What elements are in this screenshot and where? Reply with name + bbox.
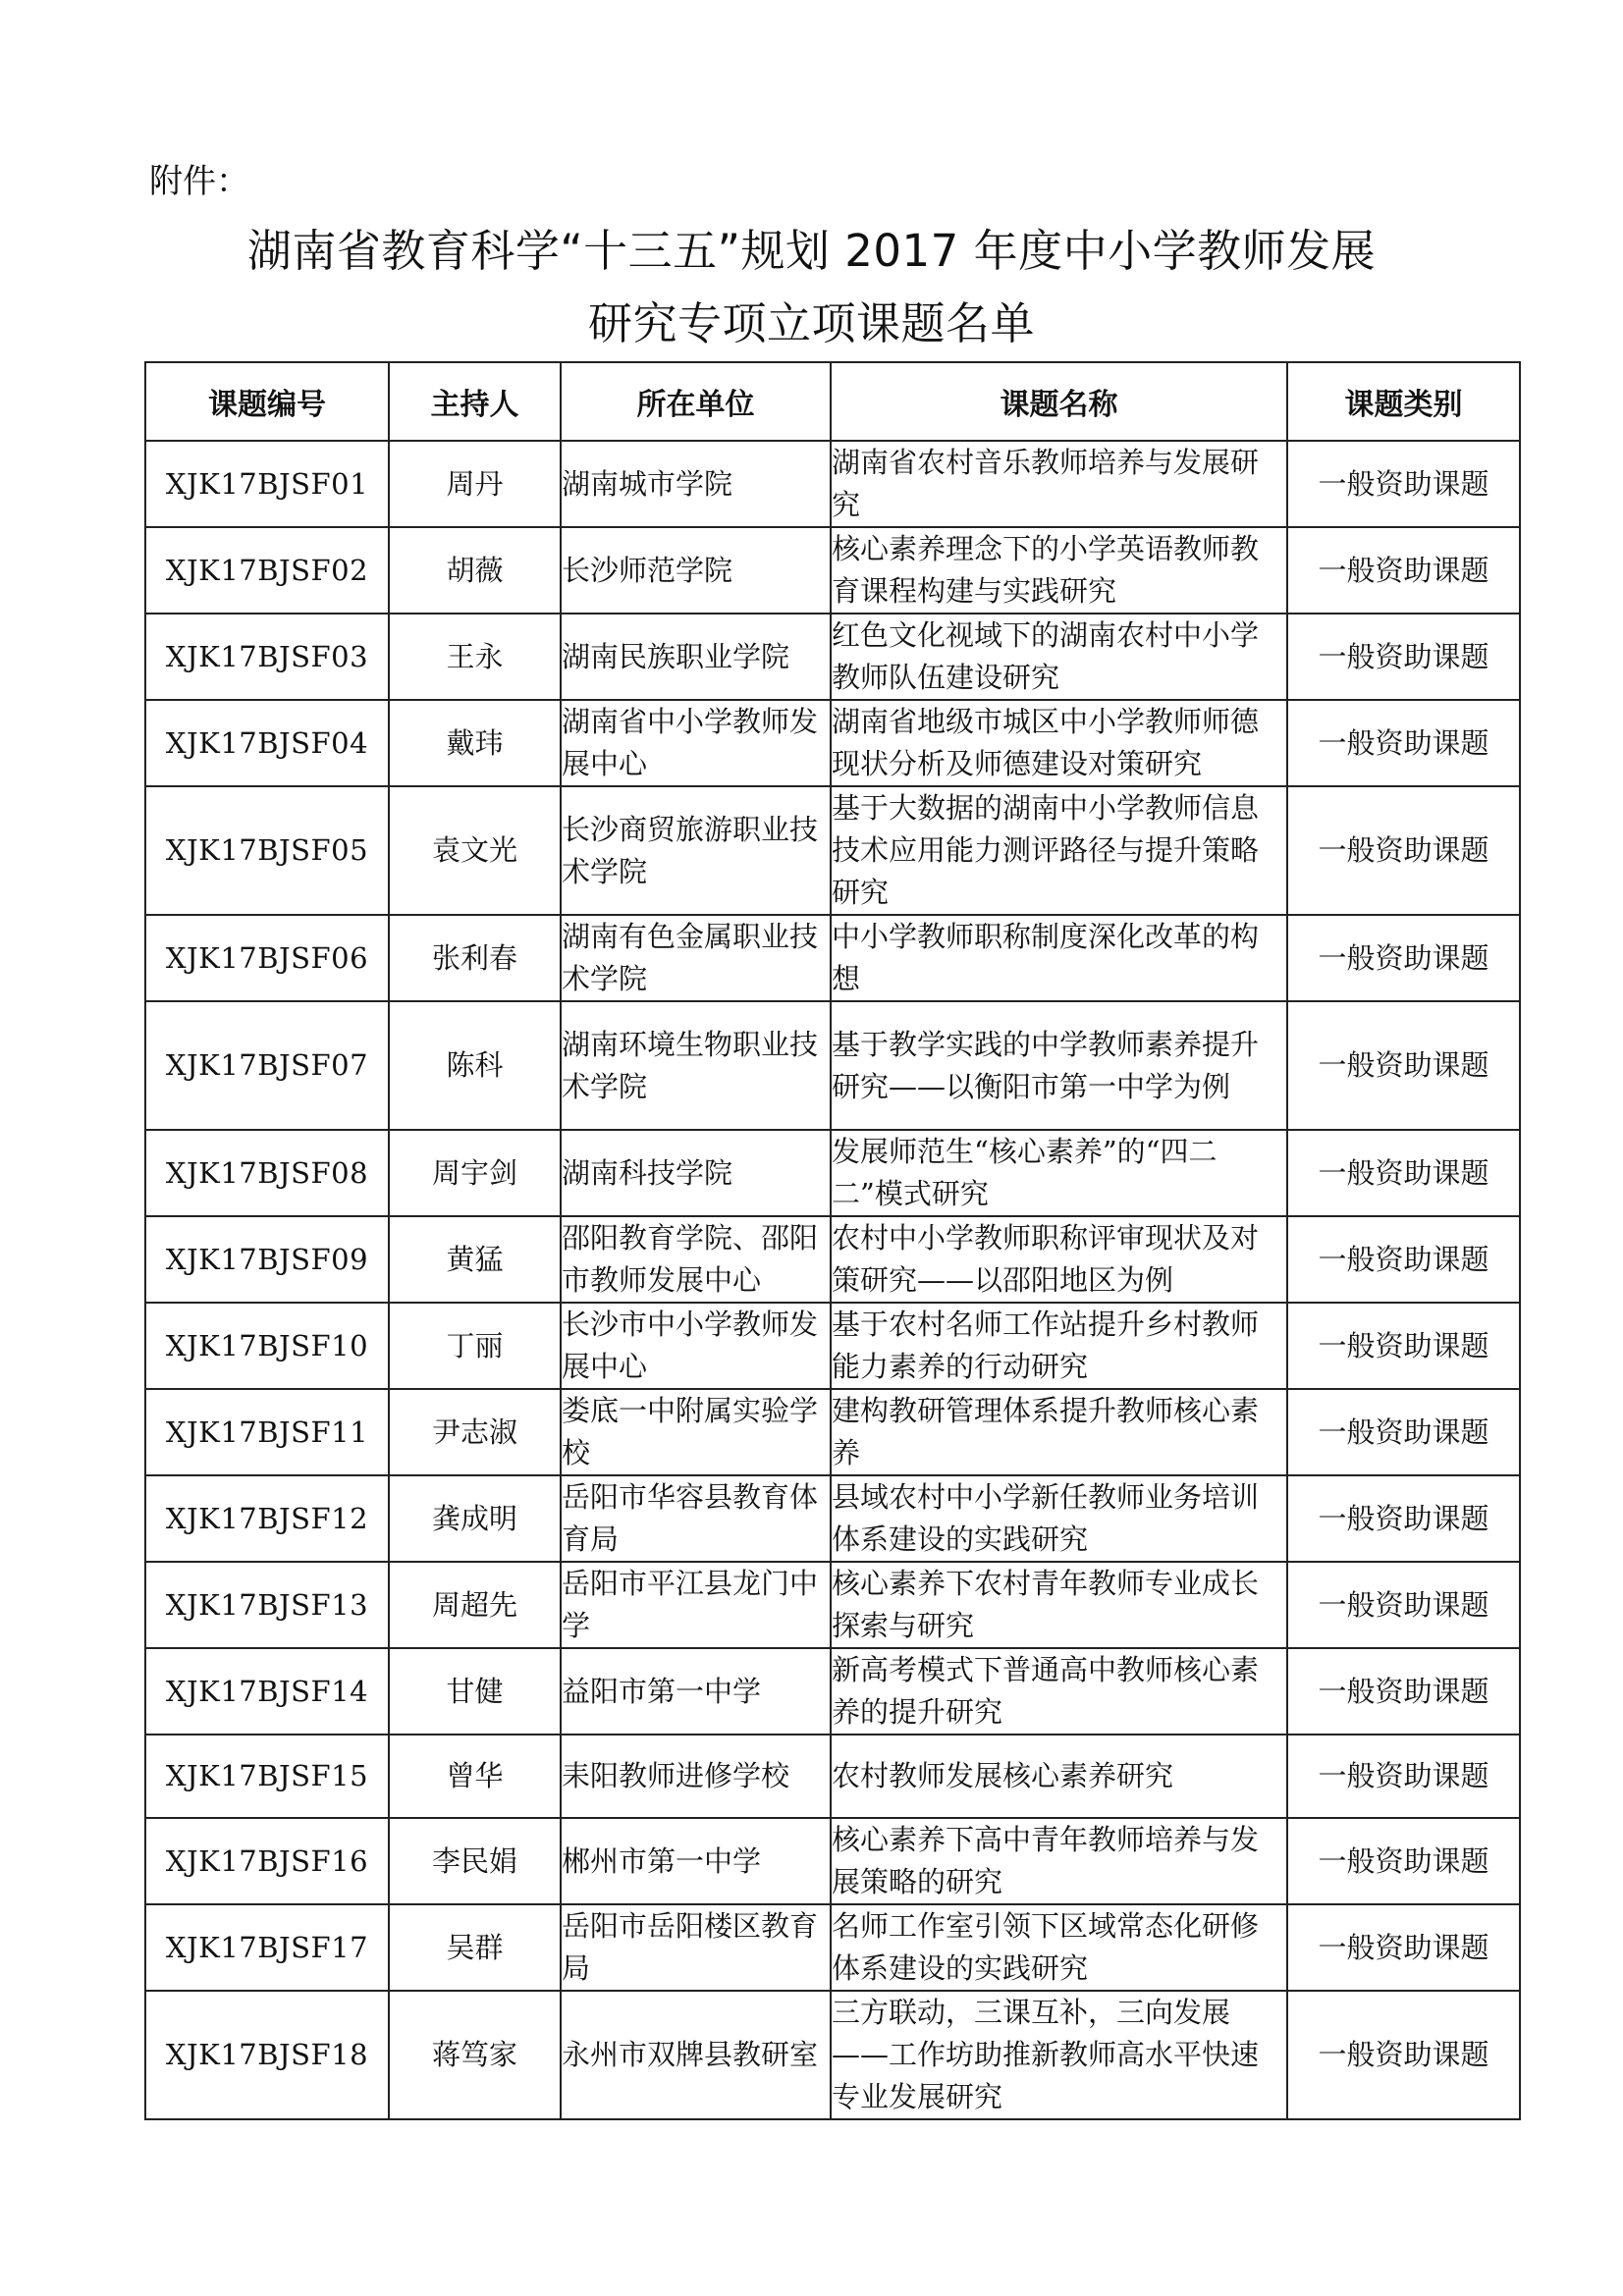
unit-cell: 湖南有色金属职业技术学院 [561, 915, 831, 1001]
topic-cell: 县域农村中小学新任教师业务培训体系建设的实践研究 [831, 1475, 1287, 1562]
host-cell: 周超先 [389, 1562, 561, 1648]
unit-cell: 岳阳市平江县龙门中学 [561, 1562, 831, 1648]
table-header-row [145, 362, 1520, 441]
topic-cell: 湖南省地级市城区中小学教师师德现状分析及师德建设对策研究 [831, 700, 1287, 786]
category-cell: 一般资助课题 [1287, 915, 1520, 1001]
topic-cell: 名师工作室引领下区域常态化研修体系建设的实践研究 [831, 1904, 1287, 1991]
project-code-cell: XJK17BJSF11 [145, 1389, 389, 1475]
table-row [145, 1389, 1520, 1475]
topic-cell: 基于农村名师工作站提升乡村教师能力素养的行动研究 [831, 1303, 1287, 1389]
topic-cell: 发展师范生“核心素养”的“四二二”模式研究 [831, 1130, 1287, 1216]
project-code-cell: XJK17BJSF16 [145, 1818, 389, 1904]
category-cell: 一般资助课题 [1287, 1216, 1520, 1303]
host-cell: 丁丽 [389, 1303, 561, 1389]
project-code-cell: XJK17BJSF07 [145, 1001, 389, 1130]
project-code-cell: XJK17BJSF17 [145, 1904, 389, 1991]
host-cell: 甘健 [389, 1648, 561, 1735]
table-row [145, 1818, 1520, 1904]
project-code-cell: XJK17BJSF18 [145, 1991, 389, 2119]
host-cell: 王永 [389, 614, 561, 700]
header-host: 主持人 [389, 362, 561, 441]
topic-cell: 中小学教师职称制度深化改革的构想 [831, 915, 1287, 1001]
unit-cell: 岳阳市华容县教育体育局 [561, 1475, 831, 1562]
project-code-cell: XJK17BJSF05 [145, 786, 389, 915]
table-row [145, 1303, 1520, 1389]
host-cell: 张利春 [389, 915, 561, 1001]
host-cell: 陈科 [389, 1001, 561, 1130]
unit-cell: 长沙商贸旅游职业技术学院 [561, 786, 831, 915]
category-cell: 一般资助课题 [1287, 1389, 1520, 1475]
unit-cell: 邵阳教育学院、邵阳市教师发展中心 [561, 1216, 831, 1303]
category-cell: 一般资助课题 [1287, 1475, 1520, 1562]
project-code-cell: XJK17BJSF10 [145, 1303, 389, 1389]
table-row [145, 1130, 1520, 1216]
project-code-cell: XJK17BJSF13 [145, 1562, 389, 1648]
table-row [145, 1735, 1520, 1818]
topic-cell: 农村教师发展核心素养研究 [831, 1735, 1287, 1818]
unit-cell: 郴州市第一中学 [561, 1818, 831, 1904]
unit-cell: 益阳市第一中学 [561, 1648, 831, 1735]
host-cell: 袁文光 [389, 786, 561, 915]
unit-cell: 长沙市中小学教师发展中心 [561, 1303, 831, 1389]
unit-cell: 湖南省中小学教师发展中心 [561, 700, 831, 786]
host-cell: 尹志淑 [389, 1389, 561, 1475]
host-cell: 周宇剑 [389, 1130, 561, 1216]
table-row [145, 1216, 1520, 1303]
host-cell: 龚成明 [389, 1475, 561, 1562]
unit-cell: 湖南民族职业学院 [561, 614, 831, 700]
category-cell: 一般资助课题 [1287, 1001, 1520, 1130]
host-cell: 蒋笃家 [389, 1991, 561, 2119]
host-cell: 戴玮 [389, 700, 561, 786]
document-title-line-2: 研究专项立项课题名单 [587, 297, 1035, 349]
header-topic: 课题名称 [831, 362, 1287, 441]
topic-cell: 农村中小学教师职称评审现状及对策研究——以邵阳地区为例 [831, 1216, 1287, 1303]
attachment-label: 附件： [149, 162, 249, 201]
topic-cell: 基于教学实践的中学教师素养提升研究——以衡阳市第一中学为例 [831, 1001, 1287, 1130]
host-cell: 黄猛 [389, 1216, 561, 1303]
unit-cell: 娄底一中附属实验学校 [561, 1389, 831, 1475]
category-cell: 一般资助课题 [1287, 786, 1520, 915]
project-code-cell: XJK17BJSF12 [145, 1475, 389, 1562]
unit-cell: 岳阳市岳阳楼区教育局 [561, 1904, 831, 1991]
table-row [145, 1991, 1520, 2119]
topic-cell: 湖南省农村音乐教师培养与发展研究 [831, 441, 1287, 527]
topic-cell: 新高考模式下普通高中教师核心素养的提升研究 [831, 1648, 1287, 1735]
table-row [145, 1001, 1520, 1130]
project-list-table [144, 361, 1521, 2120]
topic-cell: 红色文化视域下的湖南农村中小学教师队伍建设研究 [831, 614, 1287, 700]
project-code-cell: XJK17BJSF14 [145, 1648, 389, 1735]
category-cell: 一般资助课题 [1287, 1562, 1520, 1648]
project-code-cell: XJK17BJSF06 [145, 915, 389, 1001]
project-code-cell: XJK17BJSF03 [145, 614, 389, 700]
project-code-cell: XJK17BJSF01 [145, 441, 389, 527]
table-row [145, 1475, 1520, 1562]
category-cell: 一般资助课题 [1287, 1648, 1520, 1735]
unit-cell: 永州市双牌县教研室 [561, 1991, 831, 2119]
host-cell: 曾华 [389, 1735, 561, 1818]
table-row [145, 441, 1520, 527]
host-cell: 周丹 [389, 441, 561, 527]
project-code-cell: XJK17BJSF04 [145, 700, 389, 786]
unit-cell: 湖南城市学院 [561, 441, 831, 527]
project-code-cell: XJK17BJSF08 [145, 1130, 389, 1216]
table-row [145, 614, 1520, 700]
table-row [145, 527, 1520, 614]
project-code-cell: XJK17BJSF15 [145, 1735, 389, 1818]
category-cell: 一般资助课题 [1287, 614, 1520, 700]
table-row [145, 1562, 1520, 1648]
category-cell: 一般资助课题 [1287, 1991, 1520, 2119]
project-code-cell: XJK17BJSF02 [145, 527, 389, 614]
unit-cell: 耒阳教师进修学校 [561, 1735, 831, 1818]
category-cell: 一般资助课题 [1287, 1303, 1520, 1389]
document-title-line-1: 湖南省教育科学“十三五”规划 2017 年度中小学教师发展 [246, 225, 1377, 277]
host-cell: 吴群 [389, 1904, 561, 1991]
category-cell: 一般资助课题 [1287, 527, 1520, 614]
table-row [145, 1648, 1520, 1735]
topic-cell: 核心素养下高中青年教师培养与发展策略的研究 [831, 1818, 1287, 1904]
header-project-code: 课题编号 [145, 362, 389, 441]
header-unit: 所在单位 [561, 362, 831, 441]
topic-cell: 核心素养下农村青年教师专业成长探索与研究 [831, 1562, 1287, 1648]
topic-cell: 基于大数据的湖南中小学教师信息技术应用能力测评路径与提升策略研究 [831, 786, 1287, 915]
project-code-cell: XJK17BJSF09 [145, 1216, 389, 1303]
category-cell: 一般资助课题 [1287, 1735, 1520, 1818]
category-cell: 一般资助课题 [1287, 1130, 1520, 1216]
header-category: 课题类别 [1287, 362, 1520, 441]
host-cell: 李民娟 [389, 1818, 561, 1904]
topic-cell: 核心素养理念下的小学英语教师教育课程构建与实践研究 [831, 527, 1287, 614]
topic-cell: 建构教研管理体系提升教师核心素养 [831, 1389, 1287, 1475]
topic-cell: 三方联动，三课互补，三向发展——工作坊助推新教师高水平快速专业发展研究 [831, 1991, 1287, 2119]
unit-cell: 长沙师范学院 [561, 527, 831, 614]
unit-cell: 湖南环境生物职业技术学院 [561, 1001, 831, 1130]
unit-cell: 湖南科技学院 [561, 1130, 831, 1216]
table-row [145, 786, 1520, 915]
table-row [145, 915, 1520, 1001]
category-cell: 一般资助课题 [1287, 700, 1520, 786]
table-row [145, 1904, 1520, 1991]
host-cell: 胡薇 [389, 527, 561, 614]
category-cell: 一般资助课题 [1287, 441, 1520, 527]
table-row [145, 700, 1520, 786]
category-cell: 一般资助课题 [1287, 1818, 1520, 1904]
category-cell: 一般资助课题 [1287, 1904, 1520, 1991]
table-body [145, 441, 1520, 2119]
